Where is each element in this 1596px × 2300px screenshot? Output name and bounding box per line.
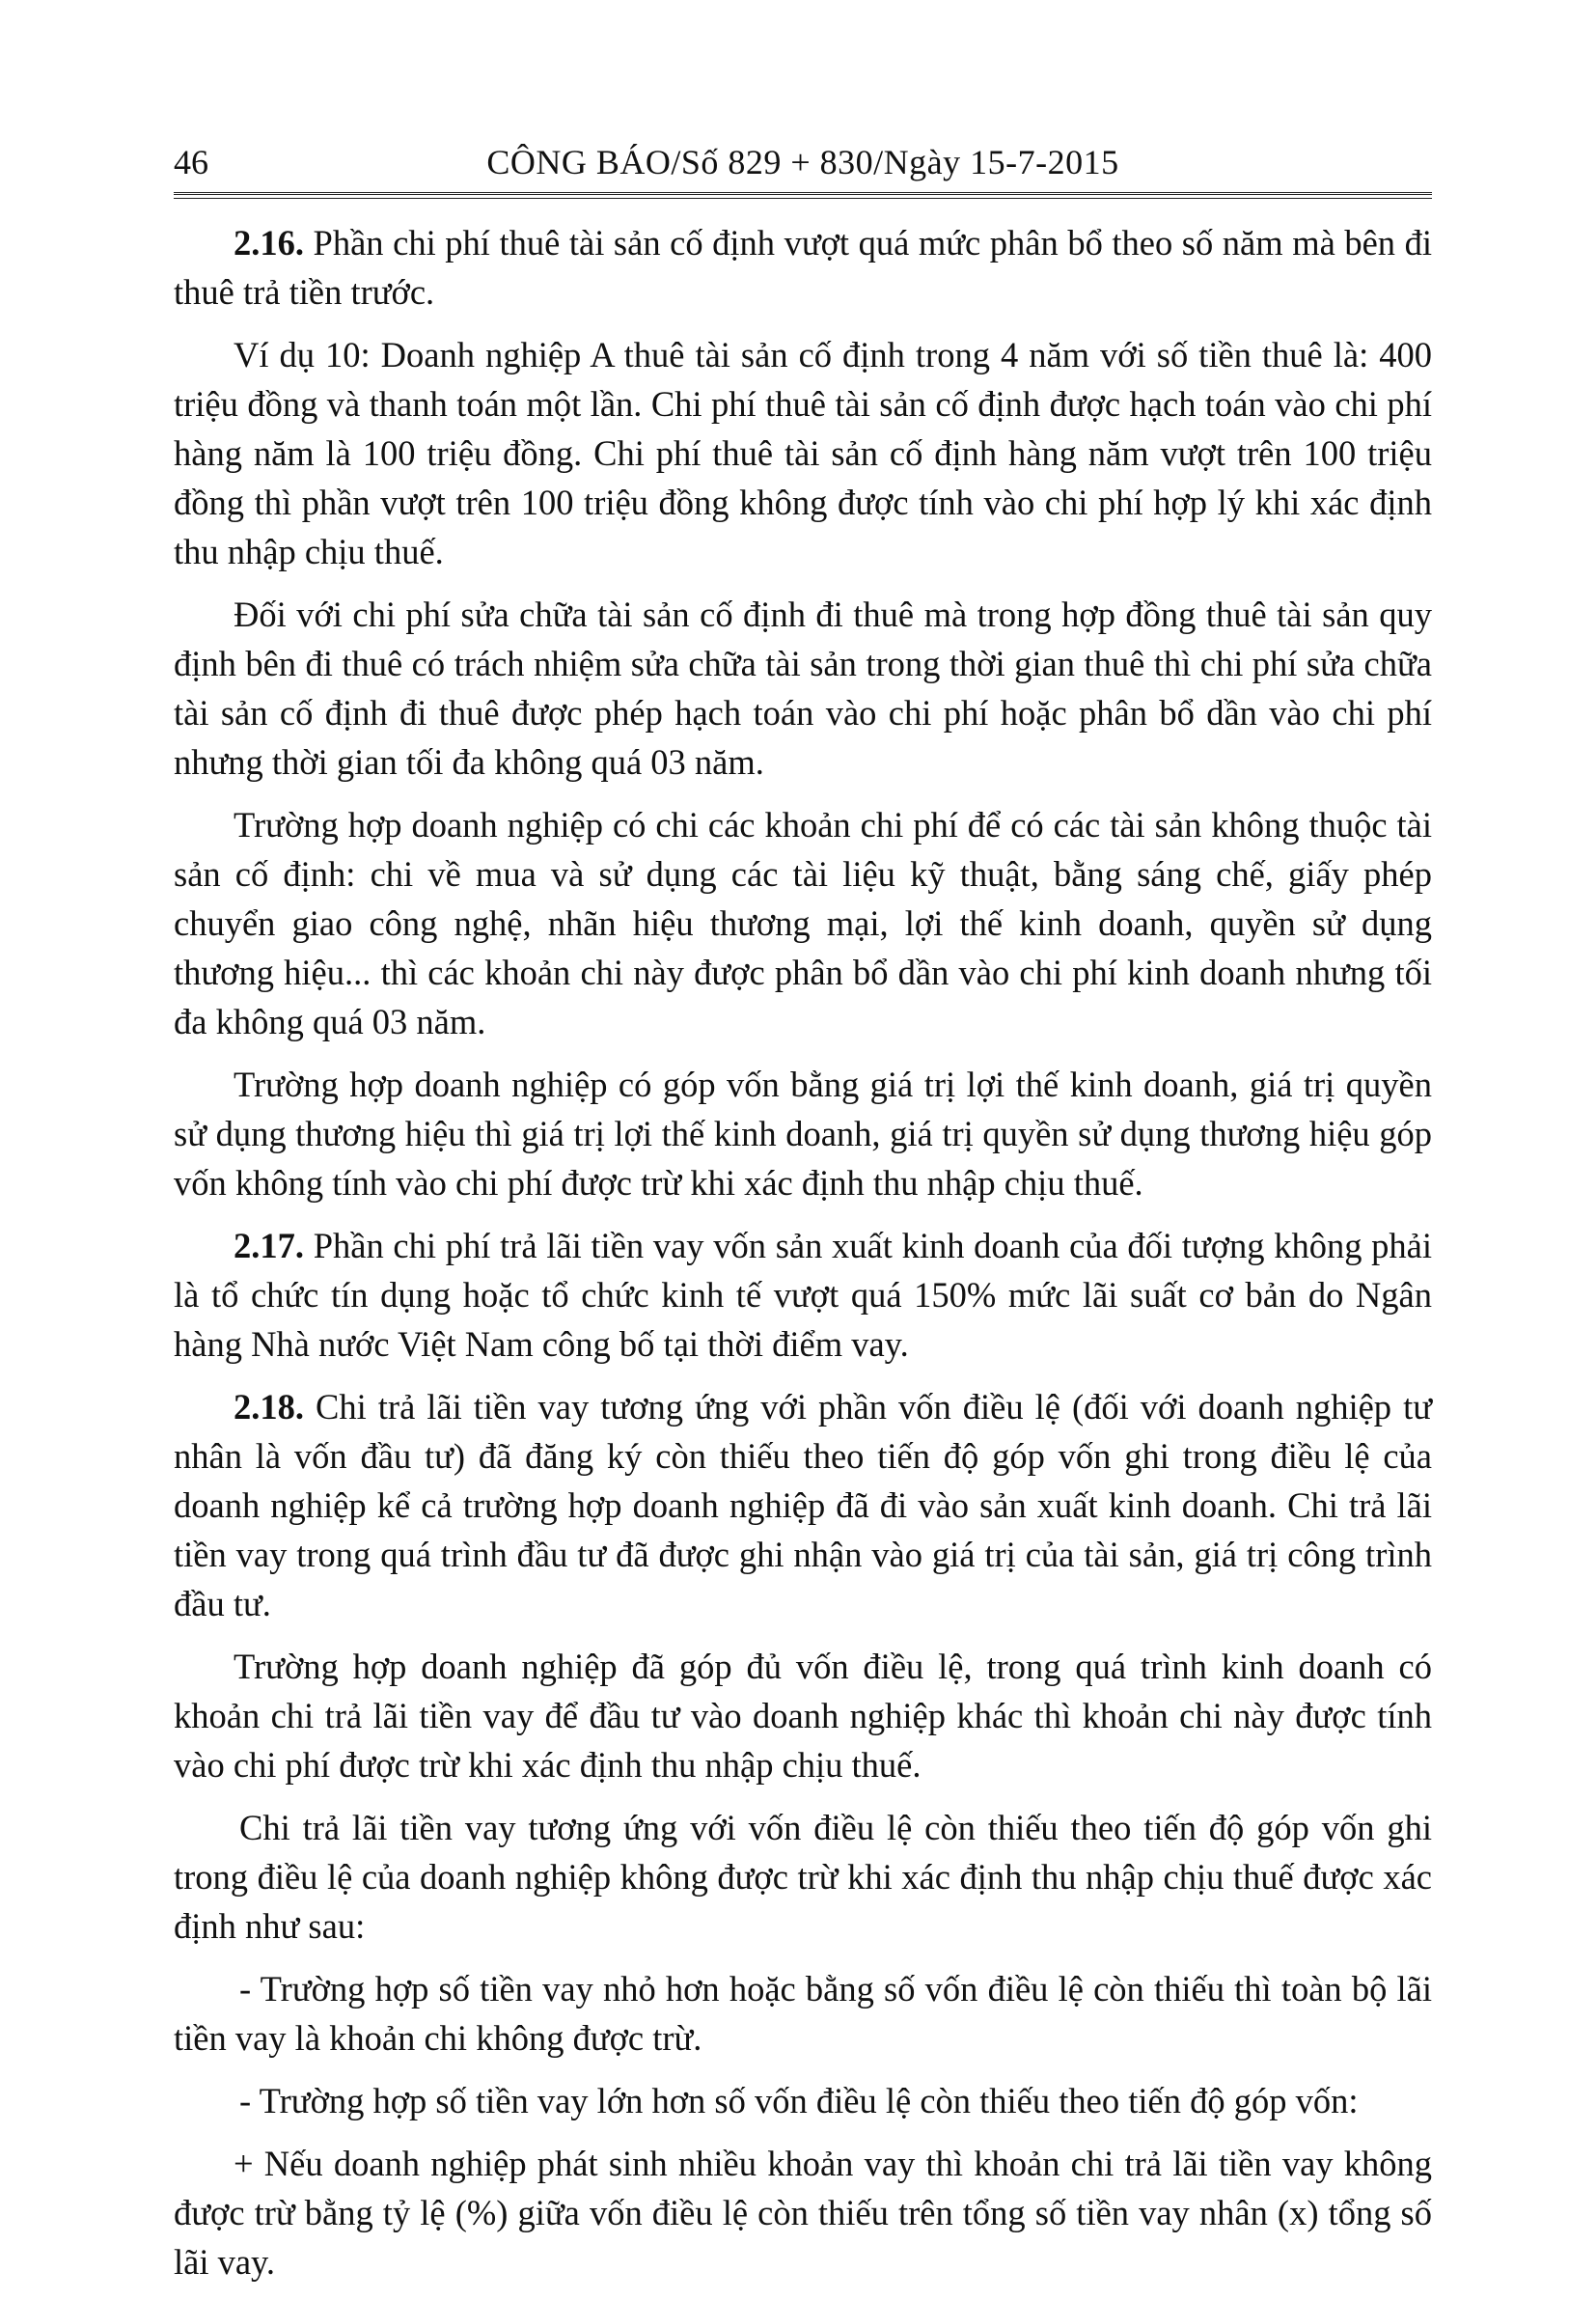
paragraph (174, 1060, 1432, 1207)
paragraph (174, 1642, 1432, 1789)
paragraph (174, 590, 1432, 787)
section-label: 2.18. (234, 1387, 304, 1427)
document-body (174, 218, 1432, 2300)
paragraph (174, 330, 1432, 576)
section-label: 2.16. (234, 223, 304, 263)
paragraph-text: Ví dụ 10: Doanh nghiệp A thuê tài sản cố định trong 4 năm với số tiền thuê là: 400 triệu đồng và thanh toán một lần. Chi phí thuê tài sản cố định được hạch toán vào chi phí hàng năm là 100 triệu đồng. Chi phí thuê tài sản cố định hàng năm vượt trên 100 triệu đồng thì phần vượt trên 100 triệu đồng không được tính vào chi phí hợp lý khi xác định thu nhập chịu thuế. (174, 335, 1432, 571)
paragraph-text: Trường hợp doanh nghiệp có góp vốn bằng giá trị lợi thế kinh doanh, giá trị quyền sử dụng thương hiệu thì giá trị lợi thế kinh doanh, giá trị quyền sử dụng thương hiệu góp vốn không tính vào chi phí được trừ khi xác định thu nhập chịu thuế. (174, 1065, 1432, 1203)
paragraph-bullet (174, 2076, 1432, 2125)
paragraph-bullet (174, 1964, 1432, 2063)
paragraph-text: Trường hợp doanh nghiệp có chi các khoản chi phí để có các tài sản không thuộc tài sản cố định: chi về mua và sử dụng các tài liệu kỹ thuật, bằng sáng chế, giấy phép chuyển giao công nghệ, nhãn hiệu thương mại, lợi thế kinh doanh, quyền sử dụng thương hiệu... thì các khoản chi này được phân bổ dần vào chi phí kinh doanh nhưng tối đa không quá 03 năm. (174, 805, 1432, 1041)
section-label: 2.17. (234, 1226, 304, 1265)
paragraph-text: Phần chi phí trả lãi tiền vay vốn sản xuất kinh doanh của đối tượng không phải là tổ chức tín dụng hoặc tổ chức kinh tế vượt quá 150% mức lãi suất cơ bản do Ngân hàng Nhà nước Việt Nam công bố tại thời điểm vay. (174, 1226, 1432, 1364)
paragraph (174, 1803, 1432, 1951)
paragraph-text: - Trường hợp số tiền vay nhỏ hơn hoặc bằng số vốn điều lệ còn thiếu thì toàn bộ lãi tiền vay là khoản chi không được trừ. (174, 1969, 1432, 2058)
paragraph-2-16 (174, 218, 1432, 317)
paragraph-text: Đối với chi phí sửa chữa tài sản cố định đi thuê mà trong hợp đồng thuê tài sản quy định bên đi thuê có trách nhiệm sửa chữa tài sản trong thời gian thuê thì chi phí sửa chữa tài sản cố định đi thuê được phép hạch toán vào chi phí hoặc phân bổ dần vào chi phí nhưng thời gian tối đa không quá 03 năm. (174, 595, 1432, 782)
page-number: 46 (174, 143, 208, 181)
paragraph-text: Trường hợp doanh nghiệp đã góp đủ vốn điều lệ, trong quá trình kinh doanh có khoản chi trả lãi tiền vay để đầu tư vào doanh nghiệp khác thì khoản chi này được tính vào chi phí được trừ khi xác định thu nhập chịu thuế. (174, 1647, 1432, 1785)
paragraph-text: Phần chi phí thuê tài sản cố định vượt quá mức phân bổ theo số năm mà bên đi thuê trả tiền trước. (174, 223, 1432, 312)
page-header (174, 135, 1432, 189)
paragraph-text: - Trường hợp số tiền vay lớn hơn số vốn điều lệ còn thiếu theo tiến độ góp vốn: (239, 2081, 1359, 2120)
paragraph-text: Chi trả lãi tiền vay tương ứng với vốn điều lệ còn thiếu theo tiến độ góp vốn ghi trong điều lệ của doanh nghiệp không được trừ khi xác định thu nhập chịu thuế được xác định như sau: (174, 1808, 1432, 1946)
paragraph-2-18 (174, 1382, 1432, 1628)
paragraph-text: Chi trả lãi tiền vay tương ứng với phần vốn điều lệ (đối với doanh nghiệp tư nhân là vốn đầu tư) đã đăng ký còn thiếu theo tiến độ góp vốn ghi trong điều lệ của doanh nghiệp kể cả trường hợp doanh nghiệp đã đi vào sản xuất kinh doanh. Chi trả lãi tiền vay trong quá trình đầu tư đã được ghi nhận vào giá trị của tài sản, giá trị công trình đầu tư. (174, 1387, 1432, 1623)
gazette-title: CÔNG BÁO/Số 829 + 830/Ngày 15-7-2015 (486, 143, 1119, 181)
paragraph (174, 800, 1432, 1046)
paragraph-plus (174, 2139, 1432, 2286)
paragraph-text: + Nếu doanh nghiệp phát sinh nhiều khoản vay thì khoản chi trả lãi tiền vay không được trừ bằng tỷ lệ (%) giữa vốn điều lệ còn thiếu trên tổng số tiền vay nhân (x) tổng số lãi vay. (174, 2144, 1432, 2282)
header-rule (174, 192, 1432, 199)
paragraph-2-17 (174, 1221, 1432, 1369)
